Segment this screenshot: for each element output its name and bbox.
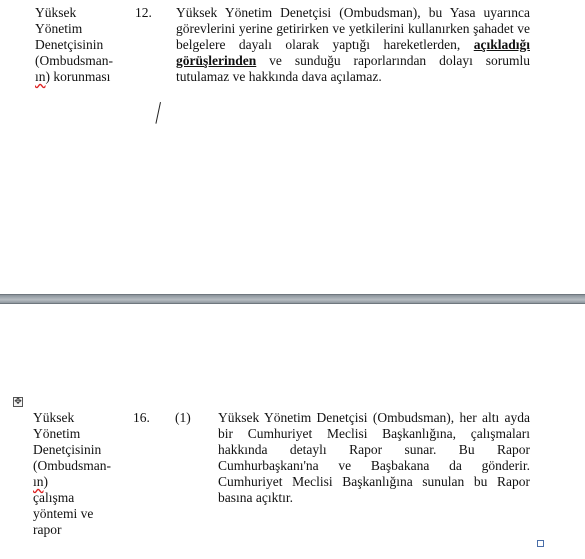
text-insertion-cursor [155, 102, 161, 124]
section-title-line: Denetçisinin [33, 442, 102, 457]
table-move-handle-icon[interactable]: ✥ [14, 397, 22, 407]
spellcheck-flagged-word[interactable]: ın [33, 474, 44, 489]
article-paragraph[interactable] [176, 5, 530, 85]
section-title-line: Denetçisinin [35, 37, 104, 52]
subsection-number: (1) [175, 410, 191, 425]
table-resize-handle[interactable] [537, 540, 544, 547]
page-break-separator [0, 294, 585, 304]
section-title-line: Yüksek [35, 5, 77, 20]
section-title-line: çalışma [33, 490, 75, 505]
section-title-line: rapor [33, 522, 62, 537]
section-title-line: (Ombudsman- [33, 458, 111, 473]
bold-underlined-phrase: açıkladığı görüşlerinden [176, 37, 530, 68]
section-title-article-12 [35, 5, 130, 85]
subsection-paragraph[interactable]: Yüksek Yönetim Denetçisi (Ombudsman), her altı ayda bir Cumhuriyet Meclisi Başkanlığına, çalışmaları hakkında detaylı Rapor sunar. Bu Rapor Cumhurbaşkanı'na ve Başbakana da gönderir. Cumhuriyet Meclisi Başkanlığına sunulan bu Rapor basına açıktır. [218, 410, 530, 505]
section-title-line: ın) korunması [35, 69, 111, 84]
document-page-2[interactable] [0, 304, 585, 559]
section-title-line: ın) [33, 474, 49, 489]
section-title-line: Yüksek [33, 410, 75, 425]
paragraph-text: Yüksek Yönetim Denetçisi (Ombudsman), bu Yasa uyarınca görevlerini yerine getirirken ve yetkilerini kullanırken şahadet ve belgelere dayalı olarak yaptığı hareketlerden, [176, 5, 530, 52]
article-number: 12. [135, 5, 152, 20]
section-title-line: Yönetim [33, 426, 81, 441]
section-title-article-16 [33, 410, 128, 538]
paragraph-text: ve sunduğu raporlarından dolayı sorumlu tutulamaz ve hakkında dava açılamaz. [176, 53, 530, 84]
article-number: 16. [133, 410, 150, 425]
section-title-line: Yönetim [35, 21, 83, 36]
section-title-line: (Ombudsman- [35, 53, 113, 68]
spellcheck-flagged-word[interactable]: ın [35, 69, 46, 84]
section-title-line: yöntemi ve [33, 506, 94, 521]
